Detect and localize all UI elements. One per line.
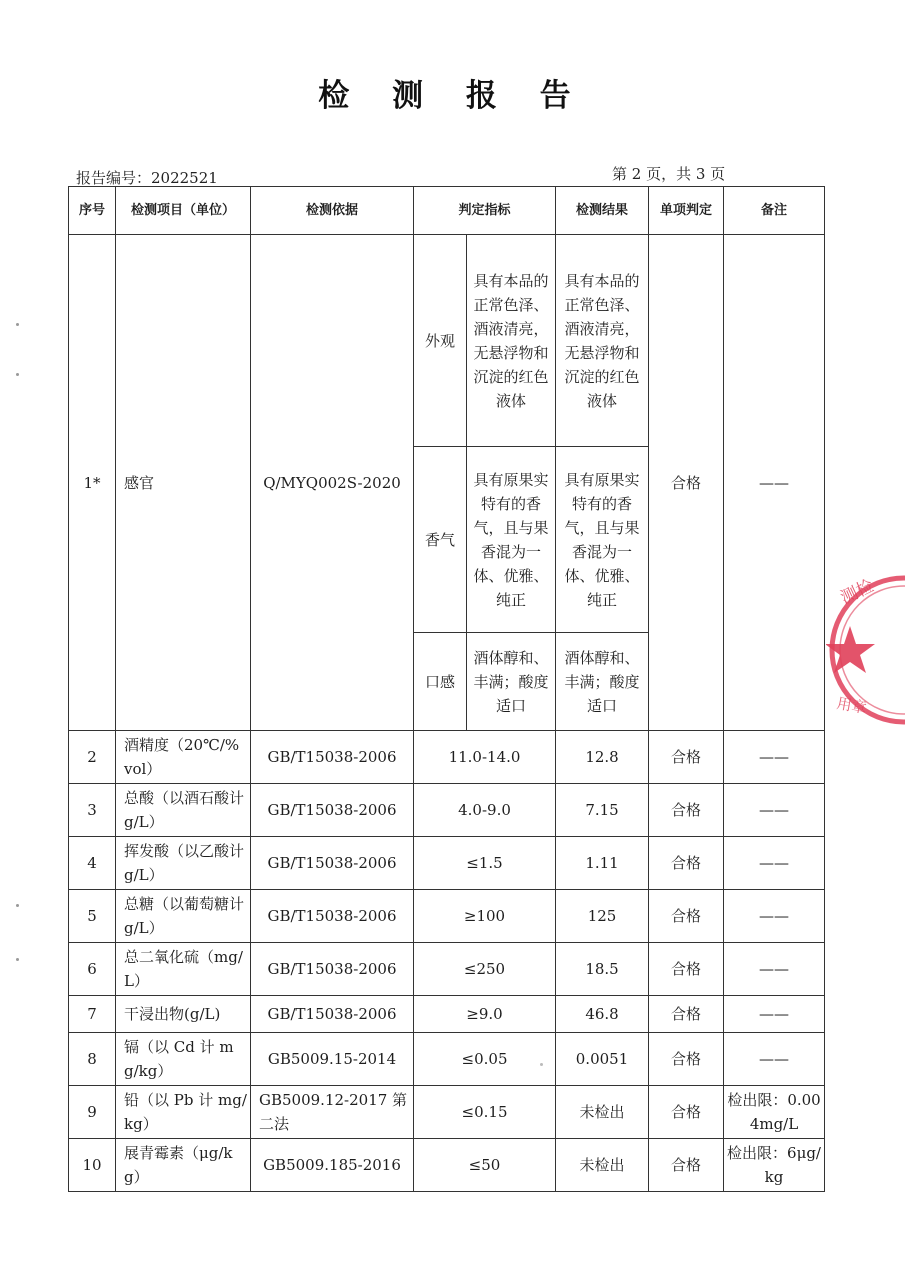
scan-speck [16, 373, 19, 376]
cell-seq: 1* [69, 235, 116, 731]
cell-judge: 合格 [649, 837, 724, 890]
cell-remark: —— [724, 890, 825, 943]
table-header-row [69, 187, 825, 235]
seal-star-icon [826, 626, 875, 673]
cell-result: 具有本品的正常色泽、酒液清亮，无悬浮物和沉淀的红色液体 [556, 235, 649, 447]
table-row [69, 235, 825, 447]
cell-seq: 4 [69, 837, 116, 890]
header-basis: 检测依据 [251, 187, 414, 235]
svg-text:用章: 用章 [835, 694, 868, 718]
cell-seq: 5 [69, 890, 116, 943]
cell-criterion: ≥9.0 [414, 996, 556, 1033]
table-row [69, 731, 825, 784]
cell-sub-name: 口感 [414, 633, 467, 731]
cell-criterion: ≤50 [414, 1139, 556, 1192]
cell-basis: GB/T15038-2006 [251, 784, 414, 837]
cell-item: 总糖（以葡萄糖计 g/L） [116, 890, 251, 943]
cell-item: 干浸出物(g/L) [116, 996, 251, 1033]
cell-remark: —— [724, 731, 825, 784]
header-criterion: 判定指标 [414, 187, 556, 235]
cell-remark: —— [724, 837, 825, 890]
header-result: 检测结果 [556, 187, 649, 235]
cell-remark: —— [724, 784, 825, 837]
scan-speck [16, 958, 19, 961]
results-table [68, 186, 825, 1192]
cell-basis: GB/T15038-2006 [251, 837, 414, 890]
cell-remark: —— [724, 1033, 825, 1086]
cell-seq: 6 [69, 943, 116, 996]
cell-criterion: ≤1.5 [414, 837, 556, 890]
cell-basis: GB/T15038-2006 [251, 943, 414, 996]
cell-basis: GB/T15038-2006 [251, 890, 414, 943]
cell-remark: —— [724, 235, 825, 731]
table-row [69, 996, 825, 1033]
cell-result: 46.8 [556, 996, 649, 1033]
cell-result: 具有原果实特有的香气，且与果香混为一体、优雅、纯正 [556, 447, 649, 633]
cell-seq: 3 [69, 784, 116, 837]
cell-basis: GB5009.12-2017 第二法 [251, 1086, 414, 1139]
cell-result: 18.5 [556, 943, 649, 996]
cell-remark: —— [724, 996, 825, 1033]
cell-result: 酒体醇和、丰满；酸度适口 [556, 633, 649, 731]
cell-criterion: ≥100 [414, 890, 556, 943]
cell-criterion: 具有原果实特有的香气，且与果香混为一体、优雅、纯正 [467, 447, 556, 633]
cell-item: 镉（以 Cd 计 mg/kg） [116, 1033, 251, 1086]
header-item: 检测项目（单位） [116, 187, 251, 235]
cell-basis: GB5009.15-2014 [251, 1033, 414, 1086]
scan-speck [540, 1063, 543, 1066]
header-seq: 序号 [69, 187, 116, 235]
cell-criterion: 酒体醇和、丰满；酸度适口 [467, 633, 556, 731]
cell-seq: 9 [69, 1086, 116, 1139]
cell-item: 展青霉素（μg/kg） [116, 1139, 251, 1192]
table-row [69, 784, 825, 837]
cell-result: 未检出 [556, 1086, 649, 1139]
cell-basis: GB/T15038-2006 [251, 996, 414, 1033]
cell-result: 未检出 [556, 1139, 649, 1192]
cell-judge: 合格 [649, 731, 724, 784]
page-indicator: 第 2 页，共 3 页 [612, 165, 726, 183]
cell-basis: Q/MYQ002S-2020 [251, 235, 414, 731]
cell-judge: 合格 [649, 1033, 724, 1086]
cell-criterion: ≤0.15 [414, 1086, 556, 1139]
cell-criterion: 4.0-9.0 [414, 784, 556, 837]
scan-speck [16, 904, 19, 907]
inspection-seal [826, 570, 905, 730]
header-remark: 备注 [724, 187, 825, 235]
cell-criterion: 11.0-14.0 [414, 731, 556, 784]
cell-result: 1.11 [556, 837, 649, 890]
cell-item: 酒精度（20℃/%vol） [116, 731, 251, 784]
cell-result: 125 [556, 890, 649, 943]
cell-result: 7.15 [556, 784, 649, 837]
table-row [69, 890, 825, 943]
cell-basis: GB/T15038-2006 [251, 731, 414, 784]
cell-judge: 合格 [649, 235, 724, 731]
cell-criterion: 具有本品的正常色泽、酒液清亮，无悬浮物和沉淀的红色液体 [467, 235, 556, 447]
table-row [69, 1033, 825, 1086]
scan-speck [16, 323, 19, 326]
cell-judge: 合格 [649, 890, 724, 943]
cell-judge: 合格 [649, 1139, 724, 1192]
cell-seq: 10 [69, 1139, 116, 1192]
cell-sub-name: 香气 [414, 447, 467, 633]
table-row [69, 837, 825, 890]
cell-criterion: ≤0.05 [414, 1033, 556, 1086]
cell-result: 0.0051 [556, 1033, 649, 1086]
cell-judge: 合格 [649, 996, 724, 1033]
report-number: 报告编号：2022521 [76, 169, 218, 187]
report-title: 检 测 报 告 [318, 78, 587, 114]
cell-judge: 合格 [649, 1086, 724, 1139]
cell-result: 12.8 [556, 731, 649, 784]
cell-seq: 8 [69, 1033, 116, 1086]
cell-sub-name: 外观 [414, 235, 467, 447]
cell-basis: GB5009.185-2016 [251, 1139, 414, 1192]
header-judge: 单项判定 [649, 187, 724, 235]
cell-judge: 合格 [649, 784, 724, 837]
cell-remark: 检出限：6μg/kg [724, 1139, 825, 1192]
cell-remark: —— [724, 943, 825, 996]
table-row [69, 943, 825, 996]
cell-seq: 2 [69, 731, 116, 784]
cell-item: 总酸（以酒石酸计 g/L） [116, 784, 251, 837]
table-row [69, 1139, 825, 1192]
cell-remark: 检出限：0.004mg/L [724, 1086, 825, 1139]
cell-item: 感官 [116, 235, 251, 731]
table-row [69, 1086, 825, 1139]
cell-criterion: ≤250 [414, 943, 556, 996]
cell-item: 铅（以 Pb 计 mg/kg） [116, 1086, 251, 1139]
svg-text:测检: 测检 [837, 576, 877, 609]
cell-item: 总二氧化硫（mg/L） [116, 943, 251, 996]
cell-item: 挥发酸（以乙酸计 g/L） [116, 837, 251, 890]
cell-judge: 合格 [649, 943, 724, 996]
cell-seq: 7 [69, 996, 116, 1033]
